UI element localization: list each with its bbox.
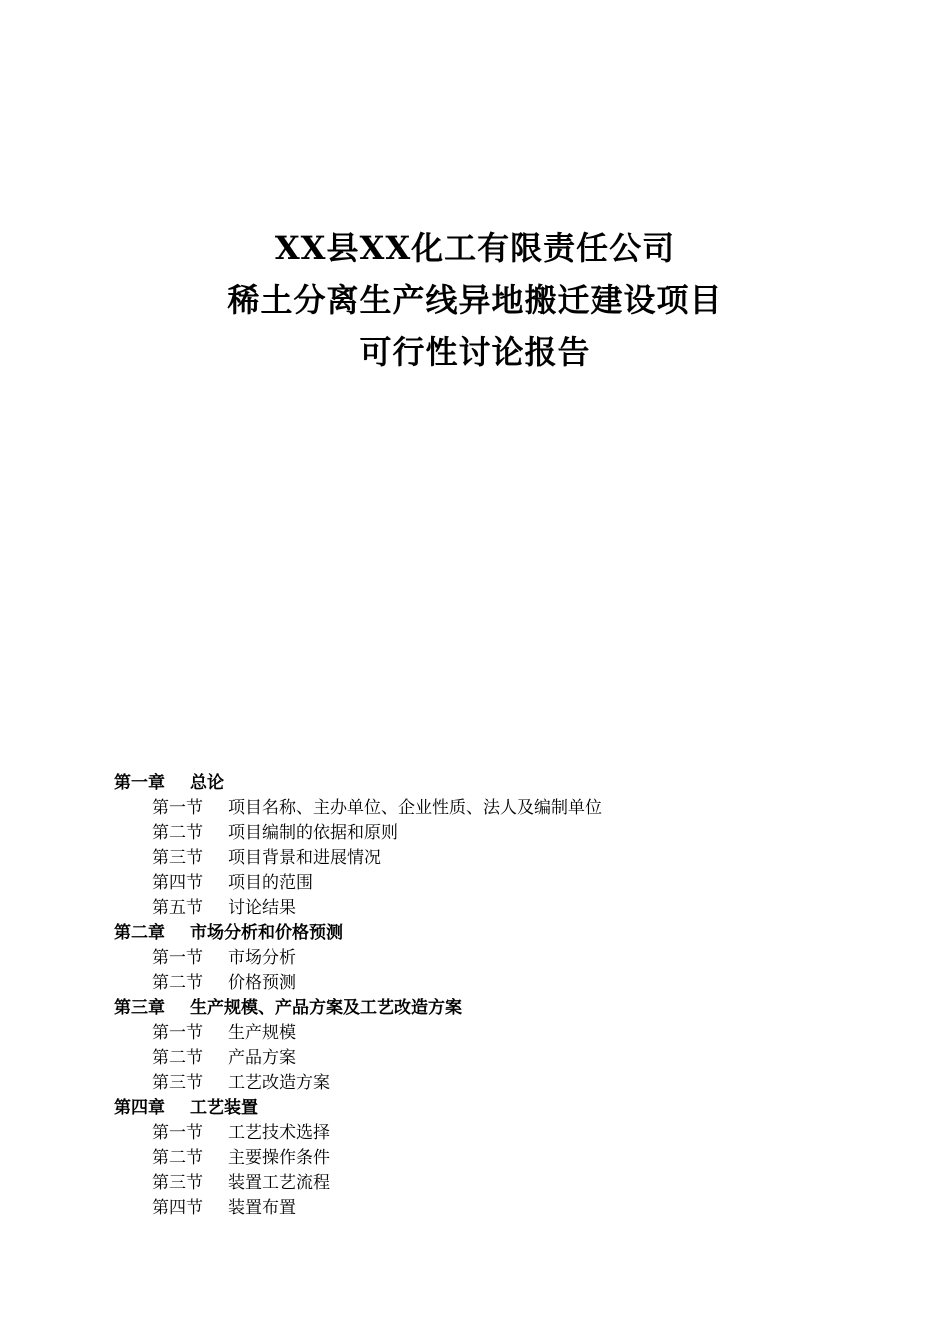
toc-section: [114, 1121, 874, 1146]
toc-chapter: [114, 996, 874, 1021]
toc-section-title: 项目编制的依据和原则: [228, 823, 398, 843]
toc-section: [114, 796, 874, 821]
toc-section-number: 第二节: [152, 1048, 203, 1068]
title-company: XX县XX化工有限责任公司: [274, 229, 676, 267]
toc-chapter-title: 总论: [190, 773, 224, 793]
toc-section: [114, 1171, 874, 1196]
toc-section: [114, 971, 874, 996]
title-project: 稀土分离生产线异地搬迁建设项目: [227, 281, 723, 319]
toc-section: [114, 1071, 874, 1096]
toc-section-number: 第二节: [152, 1148, 203, 1168]
toc-section: [114, 1046, 874, 1071]
toc-section-number: 第一节: [152, 1123, 203, 1143]
toc-chapter: [114, 771, 874, 796]
toc-section-number: 第三节: [152, 1073, 203, 1093]
toc-chapter-title: 工艺装置: [190, 1098, 258, 1118]
toc-section-title: 项目背景和进展情况: [228, 848, 381, 868]
toc-section: [114, 896, 874, 921]
toc-section-number: 第二节: [152, 823, 203, 843]
toc-section-title: 市场分析: [228, 948, 296, 968]
toc-section-number: 第四节: [152, 873, 203, 893]
toc-chapter-number: 第二章: [114, 923, 165, 943]
toc-section-number: 第四节: [152, 1198, 203, 1218]
toc-section: [114, 1146, 874, 1171]
toc-section-number: 第一节: [152, 798, 203, 818]
toc-section-title: 工艺技术选择: [228, 1123, 330, 1143]
toc-section-number: 第一节: [152, 948, 203, 968]
toc-section-title: 项目名称、主办单位、企业性质、法人及编制单位: [228, 798, 602, 818]
toc-section-number: 第一节: [152, 1023, 203, 1043]
toc-chapter-number: 第四章: [114, 1098, 165, 1118]
table-of-contents: [114, 771, 874, 1221]
toc-section: [114, 946, 874, 971]
toc-section: [114, 821, 874, 846]
toc-section: [114, 871, 874, 896]
toc-section-title: 价格预测: [228, 973, 296, 993]
document-title: [0, 222, 950, 378]
toc-section-title: 项目的范围: [228, 873, 313, 893]
toc-section-number: 第二节: [152, 973, 203, 993]
toc-section-number: 第三节: [152, 1173, 203, 1193]
toc-section: [114, 1021, 874, 1046]
toc-chapter: [114, 1096, 874, 1121]
toc-section-title: 装置工艺流程: [228, 1173, 330, 1193]
toc-section-title: 生产规模: [228, 1023, 296, 1043]
toc-chapter-title: 市场分析和价格预测: [190, 923, 343, 943]
toc-section: [114, 846, 874, 871]
toc-section-title: 产品方案: [228, 1048, 296, 1068]
title-report-type: 可行性讨论报告: [359, 333, 591, 371]
toc-chapter-number: 第三章: [114, 998, 165, 1018]
toc-section-title: 工艺改造方案: [228, 1073, 330, 1093]
toc-chapter-number: 第一章: [114, 773, 165, 793]
toc-section-title: 装置布置: [228, 1198, 296, 1218]
toc-section: [114, 1196, 874, 1221]
toc-section-title: 主要操作条件: [228, 1148, 330, 1168]
toc-section-title: 讨论结果: [228, 898, 296, 918]
toc-chapter-title: 生产规模、产品方案及工艺改造方案: [190, 998, 462, 1018]
toc-chapter: [114, 921, 874, 946]
toc-section-number: 第五节: [152, 898, 203, 918]
toc-section-number: 第三节: [152, 848, 203, 868]
